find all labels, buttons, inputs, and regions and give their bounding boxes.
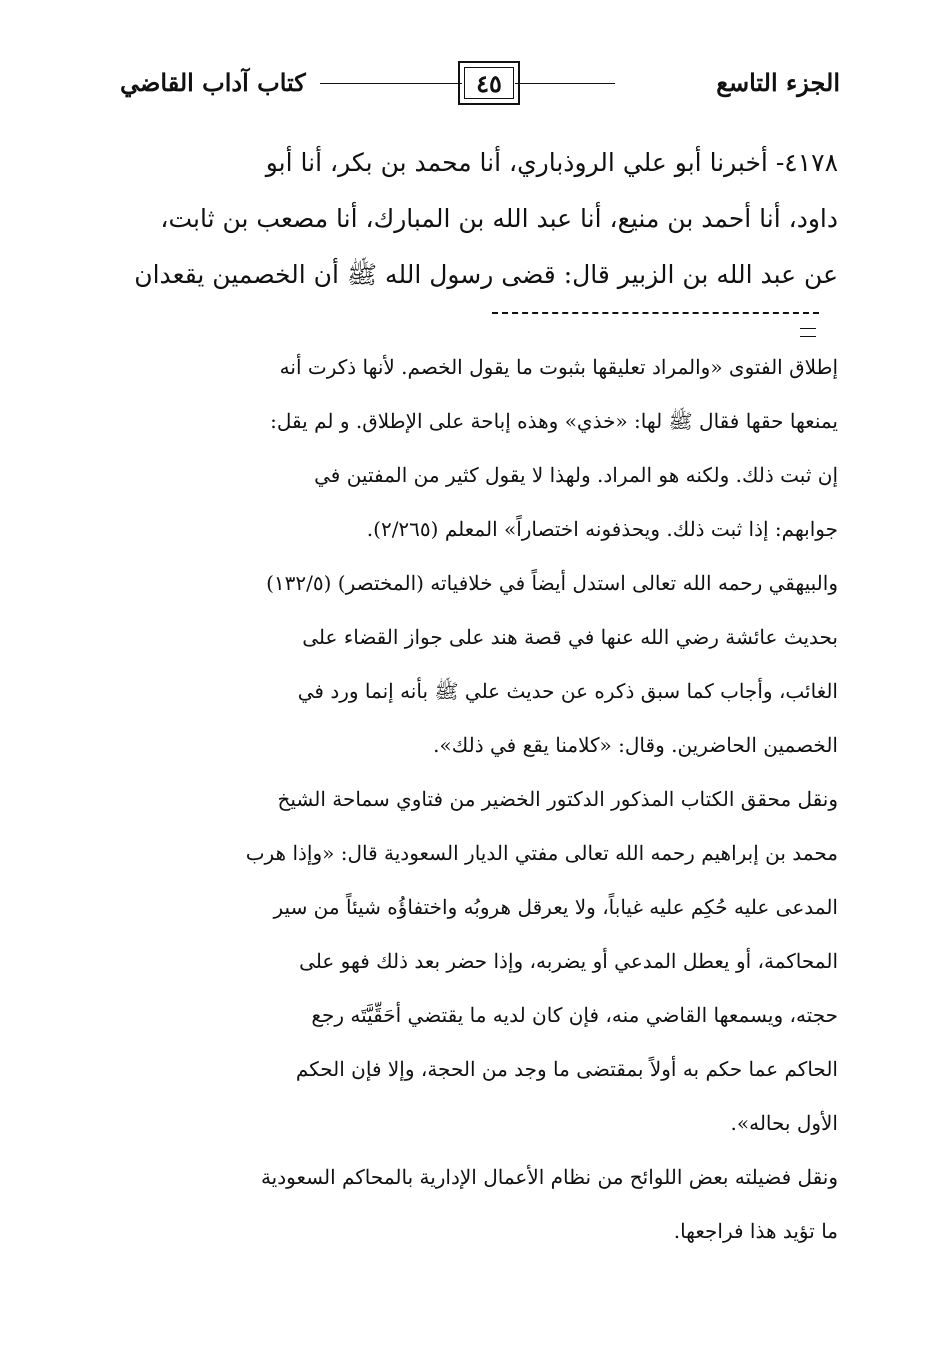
hadith-line: عن عبد الله بن الزبير قال: قضى رسول الله ﷺ أن الخصمين يقعدان <box>134 260 838 289</box>
footnote-line: المدعى عليه حُكِم عليه غياباً، ولا يعرقل هروبُه واختفاؤُه شيئاً من سير <box>273 895 838 919</box>
footnote-line: محمد بن إبراهيم رحمه الله تعالى مفتي الديار السعودية قال: «وإذا هرب <box>245 841 838 865</box>
footnote-line: إطلاق الفتوى «والمراد تعليقها بثبوت ما يقول الخصم. لأنها ذكرت أنه <box>279 355 838 379</box>
header-rule-left <box>320 83 462 84</box>
part-title: الجزء التاسع <box>716 68 840 97</box>
hadith-line: ٤١٧٨- أخبرنا أبو علي الروذباري، أنا محمد بن بكر، أنا أبو <box>265 148 838 177</box>
book-title: كتاب آداب القاضي <box>120 68 306 97</box>
footnote-line: المحاكمة، أو يعطل المدعي أو يضربه، وإذا حضر بعد ذلك فهو على <box>299 949 838 973</box>
page-number: ٤٥ <box>476 68 502 98</box>
page-number-box <box>458 61 520 105</box>
continuation-mark <box>800 328 816 337</box>
footnote-line: ونقل فضيلته بعض اللوائح من نظام الأعمال الإدارية بالمحاكم السعودية <box>260 1165 838 1189</box>
footnote-line: حجته، ويسمعها القاضي منه، فإن كان لديه ما يقتضي أحَقِّيَّتَه رجع <box>311 1003 838 1027</box>
footnote-line: الأول بحاله». <box>730 1111 838 1135</box>
hadith-line: داود، أنا أحمد بن منيع، أنا عبد الله بن المبارك، أنا مصعب بن ثابت، <box>160 204 838 233</box>
footnote-line: ونقل محقق الكتاب المذكور الدكتور الخضير من فتاوي سماحة الشيخ <box>277 787 838 811</box>
footnote-line: ما تؤيد هذا فراجعها. <box>673 1219 838 1243</box>
footnote-text <box>128 340 838 1258</box>
header-rule-right <box>515 83 615 84</box>
page-header <box>120 56 840 112</box>
footnote-line: بحديث عائشة رضي الله عنها في قصة هند على جواز القضاء على <box>302 625 838 649</box>
footnote-line: جوابهم: إذا ثبت ذلك. ويحذفونه اختصاراً» المعلم (٢/٢٦٥). <box>366 517 838 541</box>
footnote-line: إن ثبت ذلك. ولكنه هو المراد. ولهذا لا يقول كثير من المفتين في <box>314 463 838 487</box>
footnote-line: يمنعها حقها فقال ﷺ لها: «خذي» وهذه إباحة على الإطلاق. و لم يقل: <box>270 409 838 433</box>
hadith-text <box>128 135 838 303</box>
footnote-line: الغائب، وأجاب كما سبق ذكره عن حديث علي ﷺ بأنه إنما ورد في <box>297 679 838 703</box>
footnote-separator <box>492 312 819 314</box>
footnote-line: الحاكم عما حكم به أولاً بمقتضى ما وجد من الحجة، وإلا فإن الحكم <box>295 1057 838 1081</box>
footnote-line: والبيهقي رحمه الله تعالى استدل أيضاً في خلافياته (المختصر) (١٣٢/٥) <box>266 571 838 595</box>
footnote-line: الخصمين الحاضرين. وقال: «كلامنا يقع في ذلك». <box>433 733 838 757</box>
